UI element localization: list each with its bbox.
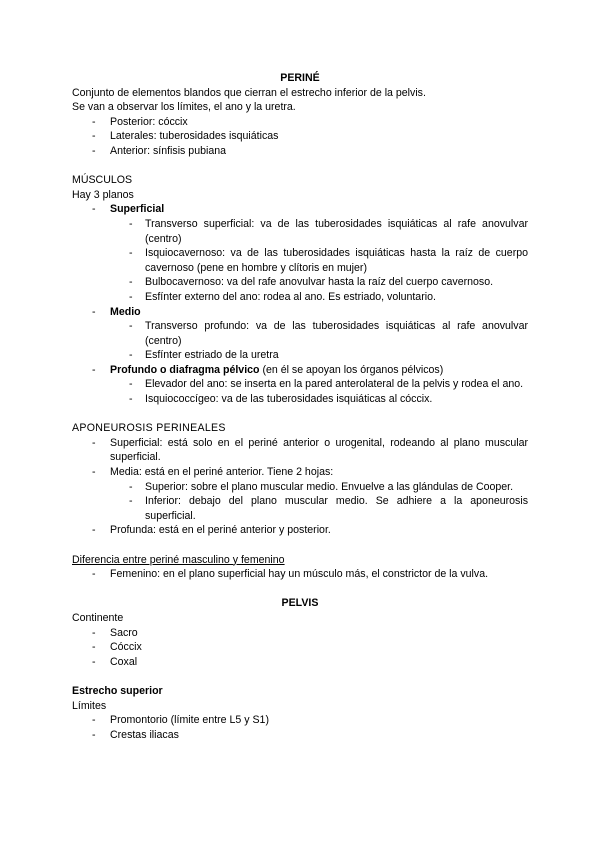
- medio-item: Esfínter estriado de la uretra: [145, 349, 279, 362]
- apo-superficial: Superficial: está solo en el periné anterior o urogenital, rodeando al plano muscular superficial.: [110, 436, 528, 464]
- aponeurosis-heading: APONEUROSIS PERINEALES: [72, 422, 226, 435]
- list-item: [72, 305, 600, 320]
- superficial-item: Isquiocavernoso: va de las tuberosidades isquiáticas hasta la raíz de cuerpo cavernoso (pene en hombre y clítoris en mujer): [145, 247, 528, 274]
- bullet-dash: -: [129, 320, 133, 333]
- bullet-dash: -: [92, 144, 96, 157]
- title-perine: PERINÉ: [280, 72, 320, 84]
- superficial-item: Bulbocavernoso: va del rafe anovulvar hasta la raíz del cuerpo cavernoso.: [145, 276, 494, 289]
- list-item: [72, 363, 600, 378]
- bullet-dash: -: [92, 524, 96, 537]
- superficial-item: Esfínter externo del ano: rodea al ano. Es estriado, voluntario.: [145, 290, 436, 303]
- continente-item: Sacro: [110, 626, 138, 639]
- list-item: [72, 319, 600, 348]
- estrecho-item: Promontorio (límite entre L5 y S1): [110, 714, 269, 727]
- diferencia-item: Femenino: en el plano superficial hay un músculo más, el constrictor de la vulva.: [110, 568, 489, 581]
- list-item: [72, 494, 600, 523]
- bullet-dash: -: [129, 349, 133, 362]
- continente-item: Coxal: [110, 655, 138, 668]
- superficial-label: Superficial: [110, 203, 165, 216]
- estrecho-item: Crestas iliacas: [110, 728, 179, 741]
- bullet-dash: -: [92, 655, 96, 668]
- bullet-dash: -: [92, 466, 96, 479]
- intro-line-1: Conjunto de elementos blandos que cierran el estrecho inferior de la pelvis.: [72, 86, 426, 99]
- list-item: [72, 640, 600, 655]
- apo-media-item: Inferior: debajo del plano muscular medio. Se adhiere a la aponeurosis superficial.: [145, 495, 528, 522]
- medio-label: Medio: [110, 305, 141, 318]
- bullet-dash: -: [92, 641, 96, 654]
- diferencia-heading: [72, 553, 600, 568]
- apo-profunda: Profunda: está en el periné anterior y posterior.: [110, 524, 331, 537]
- bullet-dash: -: [92, 436, 96, 449]
- bullet-dash: -: [129, 378, 133, 391]
- bullet-dash: -: [92, 568, 96, 581]
- estrecho-heading-text: Estrecho superior: [72, 684, 163, 697]
- list-item: [72, 115, 600, 130]
- limit-laterales: Laterales: tuberosidades isquiáticas: [110, 130, 279, 143]
- bullet-dash: -: [129, 480, 133, 493]
- bullet-dash: -: [129, 276, 133, 289]
- list-item: [72, 392, 600, 407]
- bullet-dash: -: [92, 714, 96, 727]
- list-item: [72, 217, 600, 246]
- bullet-dash: -: [129, 495, 133, 508]
- bullet-dash: -: [92, 203, 96, 216]
- list-item: [72, 246, 600, 275]
- list-item: [72, 348, 600, 363]
- superficial-item: Transverso superficial: va de las tuberosidades isquiáticas al rafe anovulvar (centro): [145, 217, 528, 245]
- profundo-label: Profundo o diafragma pélvico: [110, 363, 260, 376]
- bullet-dash: -: [92, 363, 96, 376]
- list-item: [72, 480, 600, 495]
- title-pelvis: PELVIS: [281, 597, 319, 610]
- list-item: [72, 713, 600, 728]
- list-item: [72, 655, 600, 670]
- diferencia-heading-text: Diferencia entre periné masculino y femenino: [72, 553, 285, 566]
- intro-line-2: Se van a observar los límites, el ano y la uretra.: [72, 101, 296, 114]
- apo-media-item: Superior: sobre el plano muscular medio. Envuelve a las glándulas de Cooper.: [145, 480, 514, 493]
- bullet-dash: -: [92, 305, 96, 318]
- bullet-dash: -: [92, 626, 96, 639]
- list-item: [72, 377, 600, 392]
- list-item: [72, 728, 600, 743]
- bullet-dash: -: [92, 115, 96, 128]
- profundo-item: Elevador del ano: se inserta en la pared anterolateral de la pelvis y rodea el ano.: [145, 378, 524, 391]
- bullet-dash: -: [129, 217, 133, 230]
- limites-heading: Límites: [72, 699, 107, 712]
- list-item: [72, 202, 600, 217]
- limit-posterior: Posterior: cóccix: [110, 115, 188, 128]
- musculos-heading: MÚSCULOS: [72, 174, 133, 187]
- list-item: [72, 436, 600, 465]
- profundo-note: (en él se apoyan los órganos pélvicos): [259, 363, 444, 376]
- musculos-intro: Hay 3 planos: [72, 188, 134, 201]
- bullet-dash: -: [92, 130, 96, 143]
- profundo-item: Isquiococcígeo: va de las tuberosidades isquiáticas al cóccix.: [145, 393, 433, 406]
- list-item: [72, 523, 600, 538]
- medio-item: Transverso profundo: va de las tuberosidades isquiáticas al rafe anovulvar (centro): [145, 320, 528, 347]
- bullet-dash: -: [129, 393, 133, 406]
- bullet-dash: -: [129, 247, 133, 260]
- list-item: [72, 290, 600, 305]
- continente-item: Cóccix: [110, 641, 142, 654]
- list-item: [72, 275, 600, 290]
- bullet-dash: -: [129, 290, 133, 303]
- list-item: [72, 465, 600, 480]
- apo-media: Media: está en el periné anterior. Tiene 2 hojas:: [110, 466, 334, 479]
- limit-anterior: Anterior: sínfisis pubiana: [110, 144, 227, 157]
- continente-heading: Continente: [72, 611, 124, 624]
- list-item: [72, 567, 600, 582]
- list-item: [72, 144, 600, 159]
- estrecho-heading: [72, 684, 600, 699]
- bullet-dash: -: [92, 728, 96, 741]
- list-item: [72, 129, 600, 144]
- list-item: [72, 626, 600, 641]
